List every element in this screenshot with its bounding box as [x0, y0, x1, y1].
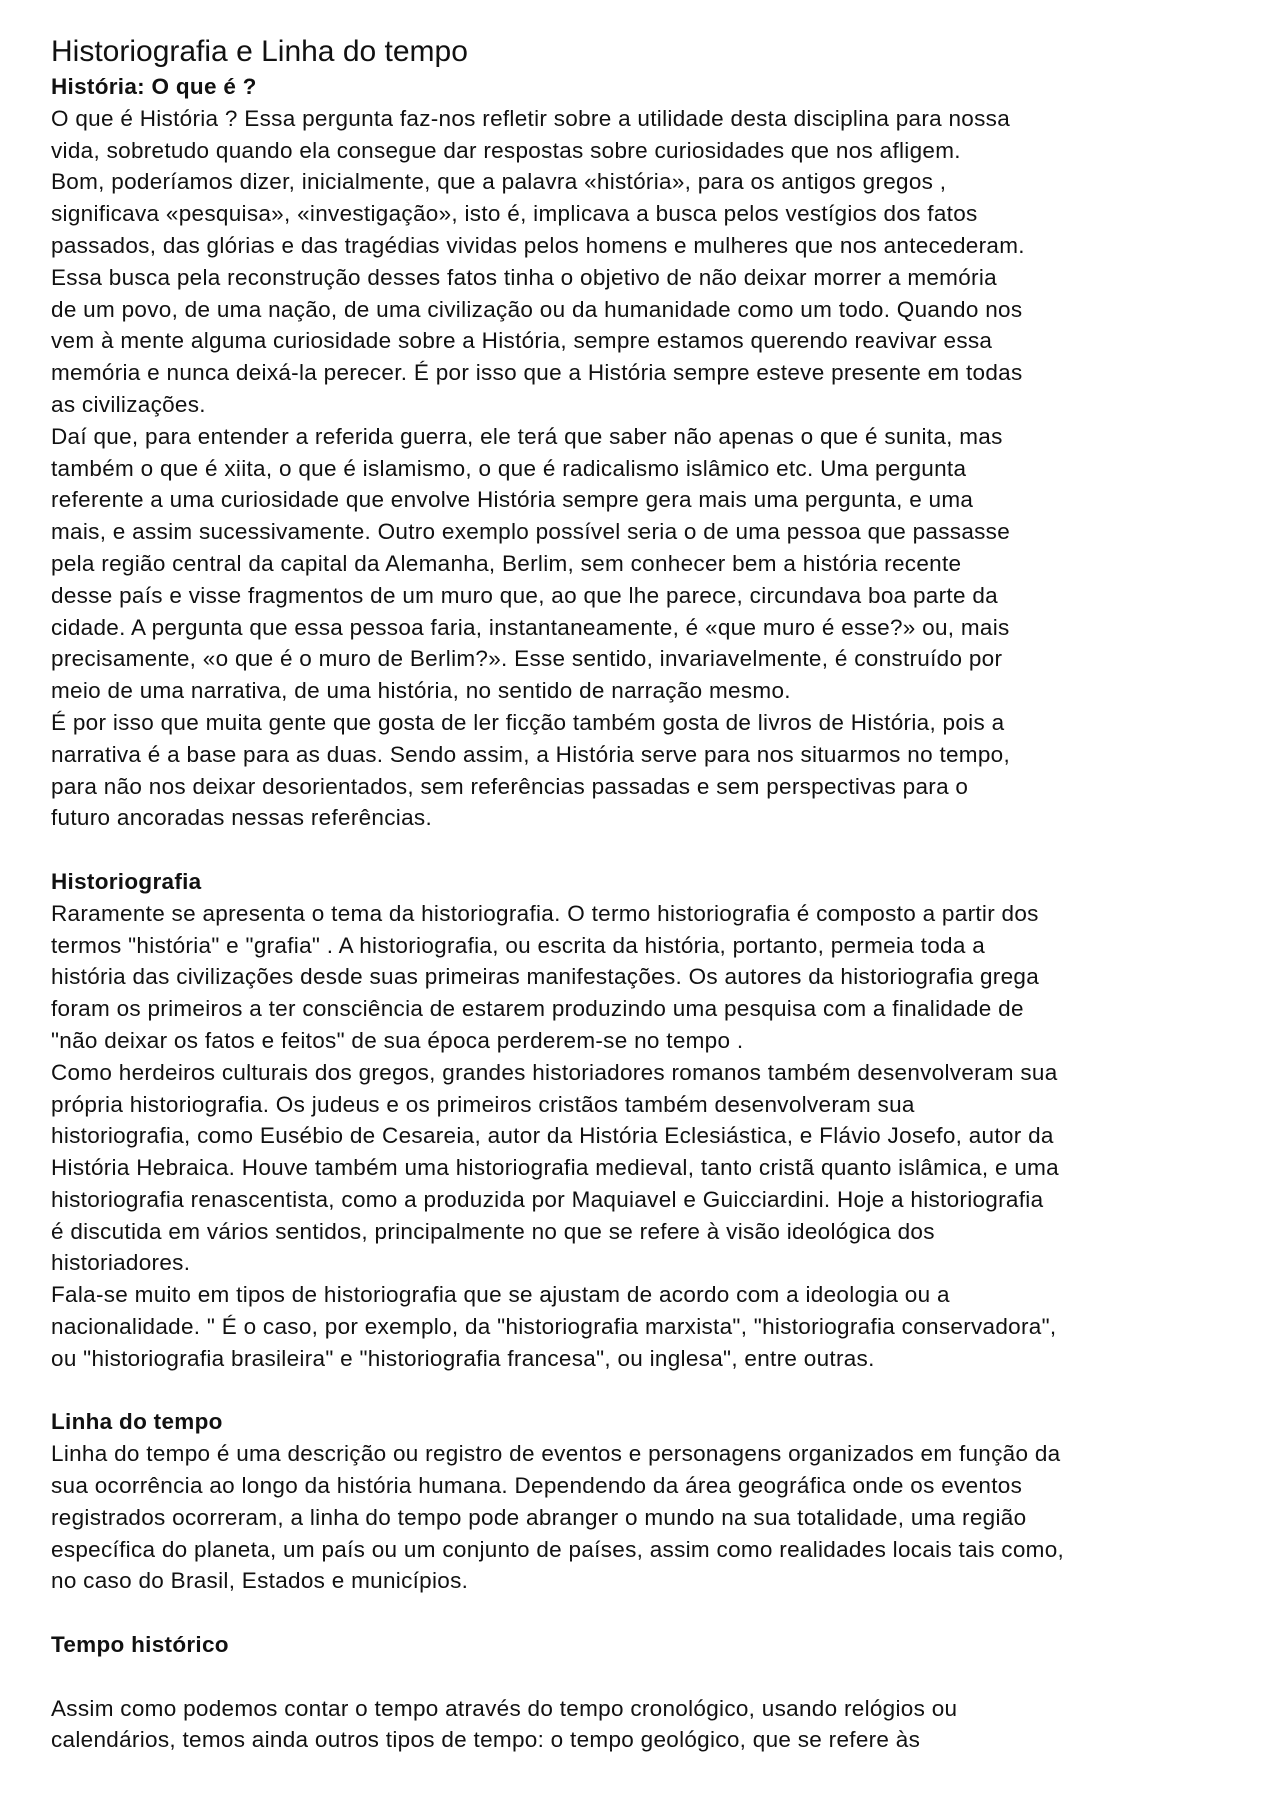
text-line: História Hebraica. Houve também uma historiografia medieval, tanto cristã quanto islâmica, e uma — [51, 1155, 1059, 1181]
document-body — [51, 71, 1251, 1756]
section-heading: Linha do tempo — [51, 1409, 223, 1435]
text-line: também o que é xiita, o que é islamismo, o que é radicalismo islâmico etc. Uma pergunta — [51, 455, 967, 481]
text-line: ou "historiografia brasileira" e "historiografia francesa", ou inglesa", entre outras. — [51, 1345, 875, 1371]
paragraph — [51, 166, 1251, 420]
document — [51, 34, 1251, 1756]
text-line: O que é História ? Essa pergunta faz-nos refletir sobre a utilidade desta disciplina para nossa — [51, 105, 1011, 131]
text-line: cidade. A pergunta que essa pessoa faria, instantaneamente, é «que muro é esse?» ou, mais — [51, 614, 1010, 640]
text-line: de um povo, de uma nação, de uma civilização ou da humanidade como um todo. Quando nos — [51, 296, 1023, 322]
text-line: própria historiografia. Os judeus e os primeiros cristãos também desenvolveram sua — [51, 1091, 915, 1117]
text-line: referente a uma curiosidade que envolve História sempre gera mais uma pergunta, e uma — [51, 487, 974, 513]
paragraph — [51, 103, 1251, 167]
text-line: vida, sobretudo quando ela consegue dar respostas sobre curiosidades que nos afligem. — [51, 137, 961, 163]
paragraph — [51, 898, 1251, 1057]
text-line: passados, das glórias e das tragédias vividas pelos homens e mulheres que nos antecederam. — [51, 232, 1025, 258]
text-line: meio de uma narrativa, de uma história, no sentido de narração mesmo. — [51, 678, 791, 704]
text-line: vem à mente alguma curiosidade sobre a História, sempre estamos querendo reavivar essa — [51, 328, 993, 354]
text-line: narrativa é a base para as duas. Sendo assim, a História serve para nos situarmos no tempo, — [51, 741, 1011, 767]
section-heading: Historiografia — [51, 868, 202, 894]
text-line: história das civilizações desde suas primeiras manifestações. Os autores da historiografia grega — [51, 964, 1040, 990]
text-line: Assim como podemos contar o tempo através do tempo cronológico, usando relógios ou — [51, 1695, 958, 1721]
section-heading: Tempo histórico — [51, 1632, 229, 1658]
text-line: as civilizações. — [51, 391, 206, 417]
text-line: desse país e visse fragmentos de um muro que, ao que lhe parece, circundava boa parte da — [51, 582, 998, 608]
text-line: É por isso que muita gente que gosta de ler ficção também gosta de livros de História, pois a — [51, 709, 1005, 735]
text-line: registrados ocorreram, a linha do tempo pode abranger o mundo na sua totalidade, uma região — [51, 1504, 1027, 1530]
text-line: memória e nunca deixá-la perecer. É por isso que a História sempre esteve presente em todas — [51, 360, 1023, 386]
text-line: Essa busca pela reconstrução desses fatos tinha o objetivo de não deixar morrer a memória — [51, 264, 997, 290]
section — [51, 1406, 1251, 1597]
text-line: nacionalidade. " É o caso, por exemplo, da "historiografia marxista", "historiografia conservadora", — [51, 1314, 1057, 1340]
paragraph — [51, 707, 1251, 834]
text-line: Bom, poderíamos dizer, inicialmente, que a palavra «história», para os antigos gregos , — [51, 169, 947, 195]
paragraph — [51, 421, 1251, 707]
text-line: é discutida em vários sentidos, principalmente no que se refere à visão ideológica dos — [51, 1218, 935, 1244]
paragraph — [51, 1057, 1251, 1280]
section — [51, 866, 1251, 1375]
text-line: "não deixar os fatos e feitos" de sua época perderem-se no tempo . — [51, 1027, 744, 1053]
text-line: historiografia renascentista, como a produzida por Maquiavel e Guicciardini. Hoje a historiografia — [51, 1186, 1044, 1212]
text-line: termos "história" e "grafia" . A historiografia, ou escrita da história, portanto, permeia toda a — [51, 932, 986, 958]
paragraph — [51, 1279, 1251, 1374]
text-line: foram os primeiros a ter consciência de estarem produzindo uma pesquisa com a finalidade de — [51, 996, 1024, 1022]
text-line: historiadores. — [51, 1250, 191, 1276]
text-line: no caso do Brasil, Estados e municípios. — [51, 1568, 469, 1594]
section — [51, 71, 1251, 834]
text-line: para não nos deixar desorientados, sem referências passadas e sem perspectivas para o — [51, 773, 969, 799]
document-title: Historiografia e Linha do tempo — [51, 35, 468, 68]
paragraph — [51, 1693, 1251, 1757]
text-line: mais, e assim sucessivamente. Outro exemplo possível seria o de uma pessoa que passasse — [51, 519, 1011, 545]
text-line: pela região central da capital da Alemanha, Berlim, sem conhecer bem a história recente — [51, 550, 962, 576]
text-line: Linha do tempo é uma descrição ou registro de eventos e personagens organizados em função da — [51, 1441, 1061, 1467]
section — [51, 1629, 1251, 1756]
text-line: precisamente, «o que é o muro de Berlim?». Esse sentido, invariavelmente, é construído por — [51, 646, 1003, 672]
text-line: Raramente se apresenta o tema da historiografia. O termo historiografia é composto a partir dos — [51, 900, 1039, 926]
text-line: Fala-se muito em tipos de historiografia que se ajustam de acordo com a ideologia ou a — [51, 1282, 950, 1308]
text-line: Daí que, para entender a referida guerra, ele terá que saber não apenas o que é sunita, mas — [51, 423, 1003, 449]
text-line: calendários, temos ainda outros tipos de tempo: o tempo geológico, que se refere às — [51, 1727, 921, 1753]
text-line: Como herdeiros culturais dos gregos, grandes historiadores romanos também desenvolveram sua — [51, 1059, 1058, 1085]
text-line: futuro ancoradas nessas referências. — [51, 805, 433, 831]
text-line: historiografia, como Eusébio de Cesareia, autor da História Eclesiástica, e Flávio Josefo, autor da — [51, 1123, 1054, 1149]
text-line: significava «pesquisa», «investigação», isto é, implicava a busca pelos vestígios dos fatos — [51, 201, 978, 227]
paragraph — [51, 1438, 1251, 1597]
text-line: específica do planeta, um país ou um conjunto de países, assim como realidades locais tais como, — [51, 1536, 1065, 1562]
text-line: sua ocorrência ao longo da história humana. Dependendo da área geográfica onde os eventos — [51, 1473, 1023, 1499]
section-heading: História: O que é ? — [51, 74, 257, 99]
